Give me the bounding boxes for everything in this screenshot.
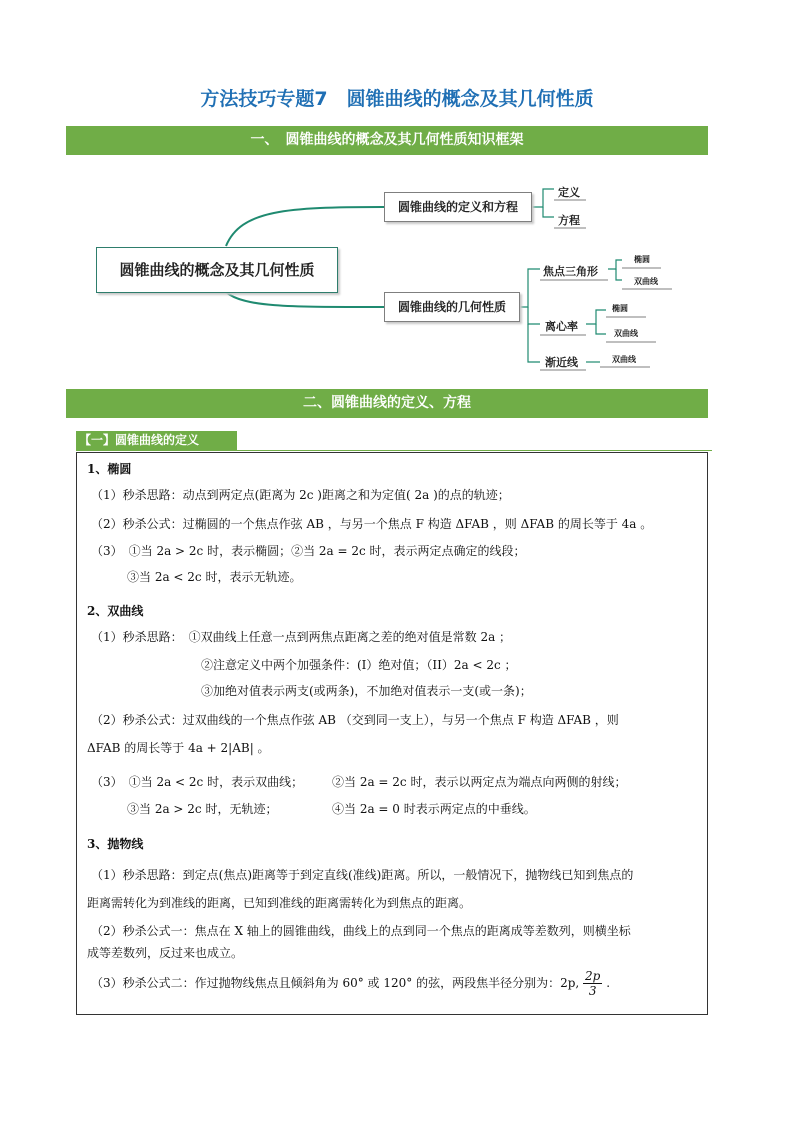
hyperbola-line-1: （1）秒杀思路： ①双曲线上任意一点到两焦点距离之差的绝对值是常数 2a ； xyxy=(91,630,512,644)
hyperbola-line-7a: ③当 2a > 2c 时，无轨迹； xyxy=(127,802,278,816)
parabola-line-5-text: （3）秒杀公式二：作过抛物线焦点且倾斜角为 60° 或 120° 的弦，两段焦半径分别为：2p, xyxy=(91,976,580,990)
connector-root-branch2 xyxy=(226,292,384,307)
mind-map-branch-properties: 圆锥曲线的几何性质 xyxy=(384,292,520,322)
fraction-2p-over-3 xyxy=(583,969,602,998)
content-box xyxy=(76,452,708,1015)
leaf-hyperbola-focal: 双曲线 xyxy=(634,277,658,286)
hyperbola-line-7b: ④当 2a = 0 时表示两定点的中垂线。 xyxy=(332,802,536,816)
hyperbola-line-3: ③加绝对值表示两支(或两条)，不加绝对值表示一支(或一条)； xyxy=(201,684,532,698)
hyperbola-line-6a: （3） ①当 2a < 2c 时，表示双曲线； xyxy=(91,775,304,789)
heading-parabola: 3、抛物线 xyxy=(87,837,144,851)
connector-focal-triangle xyxy=(518,269,540,307)
parabola-line-4: 成等差数列，反过来也成立。 xyxy=(87,946,244,960)
leaf-equation: 方程 xyxy=(558,214,580,227)
page-title: 方法技巧专题7 圆锥曲线的概念及其几何性质 xyxy=(200,88,594,110)
heading-hyperbola: 2、双曲线 xyxy=(87,604,144,618)
connector-definition xyxy=(531,189,554,207)
parabola-line-1: （1）秒杀思路：到定点(焦点)距离等于到定直线(准线)距离。所以，一般情况下，抛物线已知到焦点的 xyxy=(91,868,634,882)
hyperbola-line-2: ②注意定义中两个加强条件：(I）绝对值；（II）2a < 2c ； xyxy=(201,658,517,672)
leaf-hyperbola-asymptote: 双曲线 xyxy=(612,355,636,364)
mind-map-branch-definition: 圆锥曲线的定义和方程 xyxy=(384,192,532,222)
parabola-line-3: （2）秒杀公式一：焦点在 X 轴上的圆锥曲线，曲线上的点到同一个焦点的距离成等差数列，则横坐标 xyxy=(91,924,631,938)
leaf-ellipse-eccentricity: 椭圆 xyxy=(612,304,628,313)
leaf-asymptote: 渐近线 xyxy=(545,356,578,369)
leaf-definition: 定义 xyxy=(558,186,580,199)
ellipse-line-4: ③当 2a < 2c 时，表示无轨迹。 xyxy=(127,570,302,584)
connector-eccentricity xyxy=(528,307,540,324)
ellipse-line-3: （3） ①当 2a > 2c 时，表示椭圆；②当 2a = 2c 时，表示两定点确定的线段； xyxy=(91,544,526,558)
connector-equation xyxy=(543,207,554,217)
leaf-ellipse-focal: 椭圆 xyxy=(634,255,650,264)
parabola-line-5-end: . xyxy=(606,976,611,990)
connector-hyperbola-2 xyxy=(596,324,606,334)
connector-root-branch1 xyxy=(226,207,384,246)
subsection-tag: 【一】圆锥曲线的定义 xyxy=(76,431,237,450)
connector-ellipse-1 xyxy=(608,260,622,269)
ellipse-line-2: （2）秒杀公式：过椭圆的一个焦点作弦 AB ，与另一个焦点 F 构造 ΔFAB ，则 ΔFAB 的周长等于 4a 。 xyxy=(91,517,653,531)
heading-ellipse: 1、椭圆 xyxy=(87,462,132,476)
section-header-definitions: 二、圆锥曲线的定义、方程 xyxy=(66,389,708,418)
connector-asymptote xyxy=(528,324,540,362)
hyperbola-line-6b: ②当 2a = 2c 时，表示以两定点为端点向两侧的射线； xyxy=(332,775,627,789)
leaf-eccentricity: 离心率 xyxy=(545,320,578,333)
hyperbola-line-5: ΔFAB 的周长等于 4a + 2|AB| 。 xyxy=(87,741,270,755)
mind-map xyxy=(66,160,708,376)
parabola-line-5 xyxy=(91,969,610,998)
section-header-framework: 一、 圆锥曲线的概念及其几何性质知识框架 xyxy=(66,126,708,155)
subsection-rule xyxy=(76,450,712,451)
parabola-line-2: 距离需转化为到准线的距离，已知到准线的距离需转化为到焦点的距离。 xyxy=(87,896,472,910)
connector-hyperbola-1 xyxy=(616,269,622,280)
fraction-numerator: 2p xyxy=(585,969,601,983)
hyperbola-line-4: （2）秒杀公式：过双曲线的一个焦点作弦 AB （交到同一支上），与另一个焦点 F 构造 ΔFAB ，则 xyxy=(91,713,619,727)
ellipse-line-1: （1）秒杀思路：动点到两定点(距离为 2c )距离之和为定值( 2a )的点的轨迹； xyxy=(91,488,510,502)
leaf-hyperbola-eccentricity: 双曲线 xyxy=(614,329,638,338)
connector-ellipse-2 xyxy=(586,310,606,324)
fraction-denominator: 3 xyxy=(588,984,597,998)
mind-map-root: 圆锥曲线的概念及其几何性质 xyxy=(96,247,338,293)
leaf-focal-triangle: 焦点三角形 xyxy=(543,265,598,278)
